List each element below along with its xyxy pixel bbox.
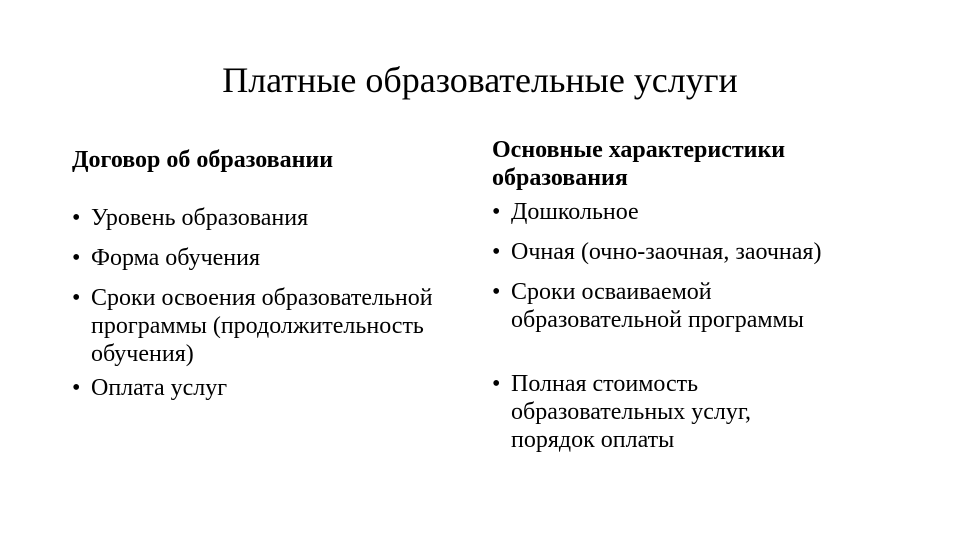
list-item bbox=[492, 278, 912, 334]
list-item-text: Сроки осваиваемой образовательной программы bbox=[511, 279, 804, 333]
list-item-text: Уровень образования bbox=[91, 205, 309, 231]
list-item bbox=[72, 204, 472, 232]
list-item bbox=[492, 198, 912, 226]
list-item bbox=[72, 244, 472, 272]
list-item-text: Полная стоимость образовательных услуг, порядок оплаты bbox=[511, 371, 752, 453]
list-item bbox=[492, 370, 912, 454]
list-item-text: Сроки освоения образовательной программы (продолжительность обучения) bbox=[91, 285, 433, 367]
slide-title: Платные образовательные услуги bbox=[222, 60, 738, 100]
list-item-text: Форма обучения bbox=[91, 245, 261, 271]
list-item-text: Дошкольное bbox=[511, 199, 639, 225]
bullet-icon: • bbox=[72, 205, 81, 231]
list-item bbox=[72, 374, 472, 402]
bullet-icon: • bbox=[492, 371, 501, 397]
list-item-text: Оплата услуг bbox=[91, 375, 228, 401]
left-column-heading: Договор об образовании bbox=[72, 147, 334, 173]
bullet-icon: • bbox=[72, 375, 81, 401]
right-column-heading: Основные характеристики образования bbox=[492, 137, 786, 191]
left-column bbox=[72, 140, 472, 414]
bullet-icon: • bbox=[492, 199, 501, 225]
list-item bbox=[72, 284, 472, 368]
list-item-text: Очная (очно-заочная, заочная) bbox=[511, 239, 822, 265]
bullet-icon: • bbox=[492, 239, 501, 265]
right-column bbox=[492, 136, 912, 466]
bullet-icon: • bbox=[72, 285, 81, 311]
bullet-icon: • bbox=[72, 245, 81, 271]
list-item bbox=[492, 238, 912, 266]
bullet-icon: • bbox=[492, 279, 501, 305]
left-bullet-list bbox=[72, 204, 472, 402]
right-bullet-list bbox=[492, 198, 912, 454]
